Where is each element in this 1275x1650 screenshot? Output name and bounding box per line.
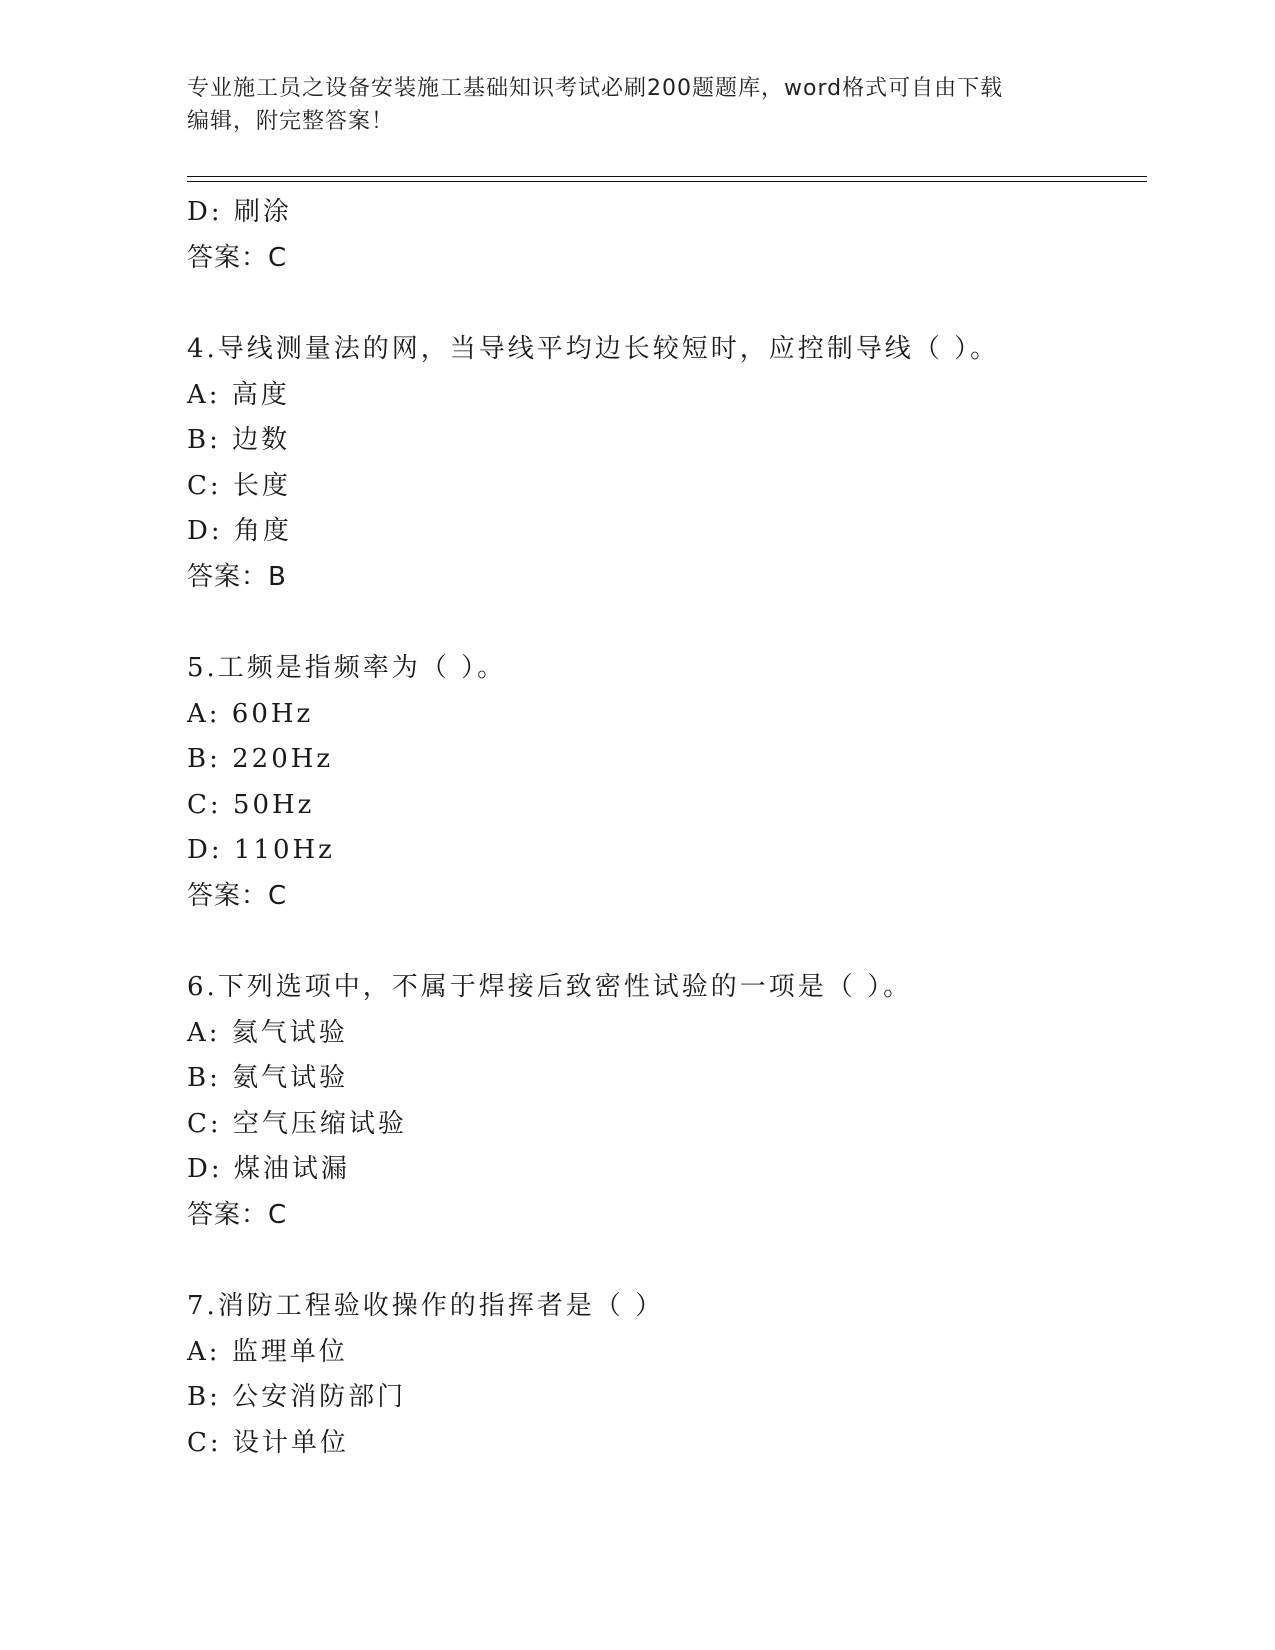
question-block <box>187 965 1147 1238</box>
question-block <box>187 1284 1147 1466</box>
answer-line: 答案：C <box>187 242 288 273</box>
question-text: 6.下列选项中，不属于焊接后致密性试验的一项是（ ）。 <box>187 972 913 1002</box>
option-line: A: 氦气试验 <box>187 1017 348 1048</box>
option-line: D: 刷涂 <box>187 197 292 227</box>
option-line: D: 110Hz <box>187 835 335 865</box>
option-line: B: 边数 <box>187 425 291 455</box>
answer-line: 答案：C <box>187 1199 288 1230</box>
option-line: A: 60Hz <box>187 698 314 729</box>
answer-line: 答案：B <box>187 561 287 592</box>
question-text: 5.工频是指频率为（ ）。 <box>187 653 507 683</box>
document-header <box>187 72 1087 138</box>
option-line: B: 氨气试验 <box>187 1063 349 1093</box>
option-line: C: 空气压缩试验 <box>187 1108 407 1139</box>
option-line: B: 公安消防部门 <box>187 1382 407 1412</box>
option-line: A: 监理单位 <box>187 1336 348 1367</box>
option-line: D: 角度 <box>187 516 292 546</box>
question-block <box>187 646 1147 919</box>
header-title-line-1: 专业施工员之设备安装施工基础知识考试必刷200题题库，word格式可自由下载 <box>187 76 1004 101</box>
block-spacer <box>187 600 1147 646</box>
question-text: 4.导线测量法的网，当导线平均边长较短时，应控制导线（ ）。 <box>187 334 1000 364</box>
block-spacer <box>187 919 1147 965</box>
option-line: B: 220Hz <box>187 744 334 774</box>
question-block <box>187 327 1147 600</box>
option-line: D: 煤油试漏 <box>187 1154 350 1184</box>
option-line: A: 高度 <box>187 379 290 410</box>
question-text: 7.消防工程验收操作的指挥者是（ ） <box>187 1291 665 1321</box>
option-line: C: 长度 <box>187 470 291 501</box>
option-line: C: 设计单位 <box>187 1427 349 1458</box>
header-title-line-2: 编辑，附完整答案！ <box>187 109 395 134</box>
answer-line: 答案：C <box>187 880 288 911</box>
block-spacer <box>187 1238 1147 1284</box>
block-spacer <box>187 281 1147 327</box>
header-divider-bottom <box>187 181 1147 182</box>
option-line: C: 50Hz <box>187 789 315 820</box>
question-list <box>187 190 1147 1466</box>
question-block <box>187 190 1147 281</box>
header-divider-top <box>187 176 1147 177</box>
